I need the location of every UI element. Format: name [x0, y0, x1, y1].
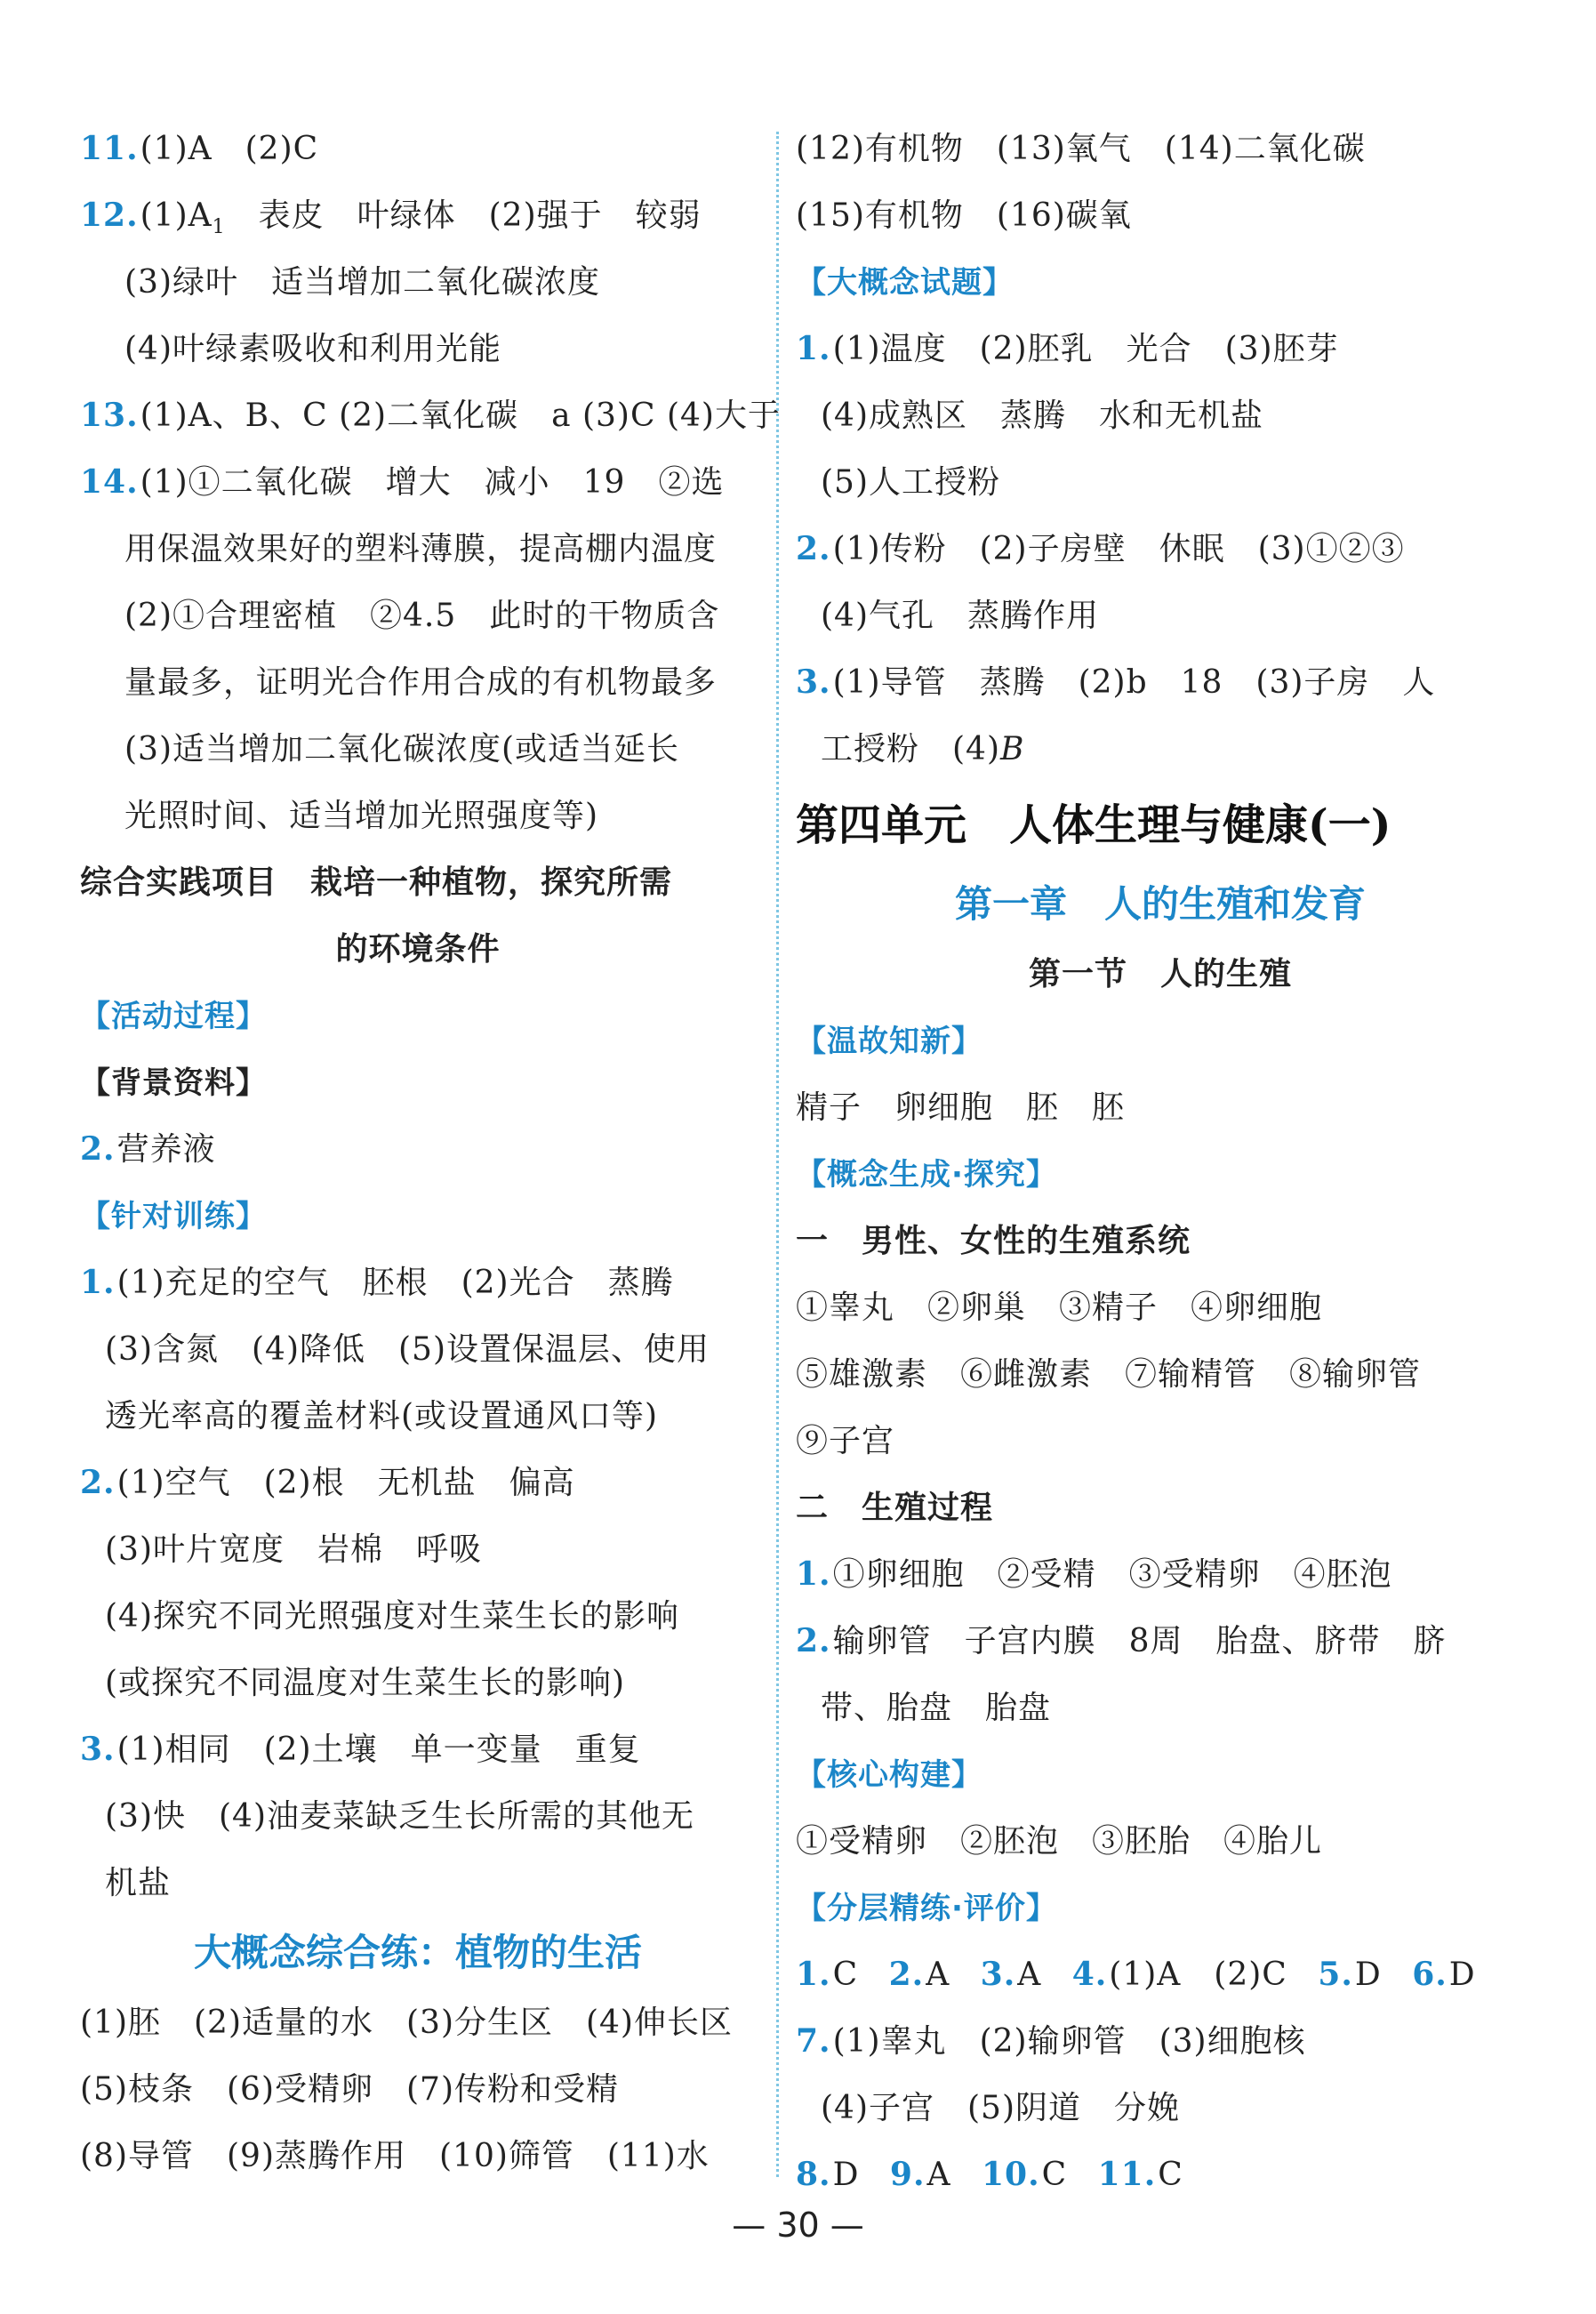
section-tag-activity: 【活动过程】: [80, 999, 267, 1034]
section-tag-training: 【针对训练】: [80, 1199, 267, 1234]
left-column: [80, 116, 781, 2189]
answer-line: (3)适当增加二氧化碳浓度(或适当延长: [124, 731, 680, 767]
process-2: 2.输卵管 子宫内膜 8周 胎盘、脐带 脐: [796, 1622, 1447, 1659]
answer-14: 14.(1)①二氧化碳 增大 减小 19 ②选: [80, 463, 725, 501]
answer-line: (1)胚 (2)适量的水 (3)分生区 (4)伸长区: [80, 2005, 733, 2041]
answer-line: (4)探究不同光照强度对生菜生长的影响: [105, 1598, 679, 1635]
answers-row-1: 1.C 2.A 3.A 4.(1)A (2)C 5.D 6.D: [796, 1956, 1476, 1993]
answer-line: (3)绿叶 适当增加二氧化碳浓度: [124, 264, 600, 301]
subheading-reproduction-process: 二 生殖过程: [796, 1490, 994, 1526]
section-title: 第一节 人的生殖: [1028, 956, 1292, 992]
answer-line: (或探究不同温度对生菜生长的影响): [105, 1665, 626, 1701]
process-1: 1.①卵细胞 ②受精 ③受精卵 ④胚泡: [796, 1555, 1392, 1593]
answer-line: (4)子宫 (5)阴道 分娩: [821, 2090, 1180, 2126]
background-answer: 2.营养液: [80, 1130, 216, 1168]
big-concept-title: 大概念综合练：植物的生活: [193, 1931, 642, 1974]
unit-title: 第四单元 人体生理与健康(一): [796, 800, 1391, 850]
answer-line: ①睾丸 ②卵巢 ③精子 ④卵细胞: [796, 1290, 1323, 1326]
answer-line: (2)①合理密植 ②4.5 此时的干物质含: [124, 598, 720, 634]
answer-12: $12.(1)A_1$ 表皮 叶绿体 (2)强于 较弱: [80, 197, 702, 239]
answer-line: (4)叶绿素吸收和利用光能: [124, 331, 501, 367]
answer-line: 用保温效果好的塑料薄膜，提高棚内温度: [124, 531, 718, 567]
answer-line: ①受精卵 ②胚泡 ③胚胎 ④胎儿: [796, 1823, 1323, 1860]
column-divider: [776, 132, 779, 2177]
training-1: 1.(1)充足的空气 胚根 (2)光合 蒸腾: [80, 1264, 674, 1301]
answer-line: (8)导管 (9)蒸腾作用 (10)筛管 (11)水: [80, 2138, 710, 2174]
answer-line: 带、胎盘 胎盘: [821, 1690, 1052, 1726]
answer-line: 工授粉 (4)B: [821, 731, 1025, 767]
answer-line: (5)枝条 (6)受精卵 (7)传粉和受精: [80, 2071, 619, 2108]
answer-line: 量最多，证明光合作用合成的有机物最多: [124, 664, 718, 701]
answer-7: 7.(1)睾丸 (2)输卵管 (3)细胞核: [796, 2022, 1306, 2060]
chapter-title: 第一章 人的生殖和发育: [954, 882, 1366, 926]
answer-line: (3)叶片宽度 岩棉 呼吸: [105, 1531, 482, 1568]
right-column: [796, 116, 1525, 2208]
section-tag-concept: 【概念生成·探究】: [796, 1157, 1057, 1193]
answer-line: (4)气孔 蒸腾作用: [821, 598, 1099, 634]
answer-line: (3)快 (4)油麦菜缺乏生长所需的其他无: [105, 1798, 694, 1835]
subheading-reproductive-systems: 一 男性、女性的生殖系统: [796, 1223, 1191, 1259]
answers-row-2: 8.D 9.A 10.C 11.C: [796, 2156, 1183, 2193]
answer-line: 透光率高的覆盖材料(或设置通风口等): [105, 1398, 659, 1434]
answer-line: (12)有机物 (13)氧气 (14)二氧化碳: [796, 131, 1366, 167]
trial-1: 1.(1)温度 (2)胚乳 光合 (3)胚芽: [796, 330, 1339, 367]
answer-line: (15)有机物 (16)碳氧: [796, 197, 1132, 234]
section-tag-layer: 【分层精练·评价】: [796, 1891, 1057, 1926]
trial-3: 3.(1)导管 蒸腾 (2)b 18 (3)子房 人: [796, 663, 1436, 701]
answer-line: ⑤雄激素 ⑥雌激素 ⑦输精管 ⑧输卵管: [796, 1356, 1422, 1393]
section-tag-background: 【背景资料】: [80, 1065, 267, 1101]
section-tag-trial: 【大概念试题】: [796, 265, 1014, 301]
answer-11: 11.(1)A (2)C: [80, 130, 319, 167]
trial-2: 2.(1)传粉 (2)子房壁 休眠 (3)①②③: [796, 530, 1405, 567]
project-title: 综合实践项目 栽培一种植物，探究所需: [80, 864, 673, 901]
answer-line: (4)成熟区 蒸腾 水和无机盐: [821, 398, 1263, 434]
page-number: — 30 —: [732, 2206, 864, 2245]
answer-line: 精子 卵细胞 胚 胚: [796, 1089, 1126, 1126]
section-tag-review: 【温故知新】: [796, 1024, 982, 1059]
answer-line: ⑨子宫: [796, 1423, 895, 1459]
answer-line: 光照时间、适当增加光照强度等): [124, 798, 599, 834]
training-2: 2.(1)空气 (2)根 无机盐 偏高: [80, 1464, 575, 1501]
answer-line: (3)含氮 (4)降低 (5)设置保温层、使用: [105, 1331, 710, 1368]
section-tag-core: 【核心构建】: [796, 1757, 982, 1793]
project-title-cont: 的环境条件: [335, 931, 501, 968]
answer-13: 13.(1)A、B、C (2)二氧化碳 a (3)C (4)大于: [80, 397, 781, 434]
answer-line: 机盐: [105, 1865, 172, 1901]
training-3: 3.(1)相同 (2)土壤 单一变量 重复: [80, 1731, 641, 1768]
answer-line: (5)人工授粉: [821, 464, 1000, 501]
